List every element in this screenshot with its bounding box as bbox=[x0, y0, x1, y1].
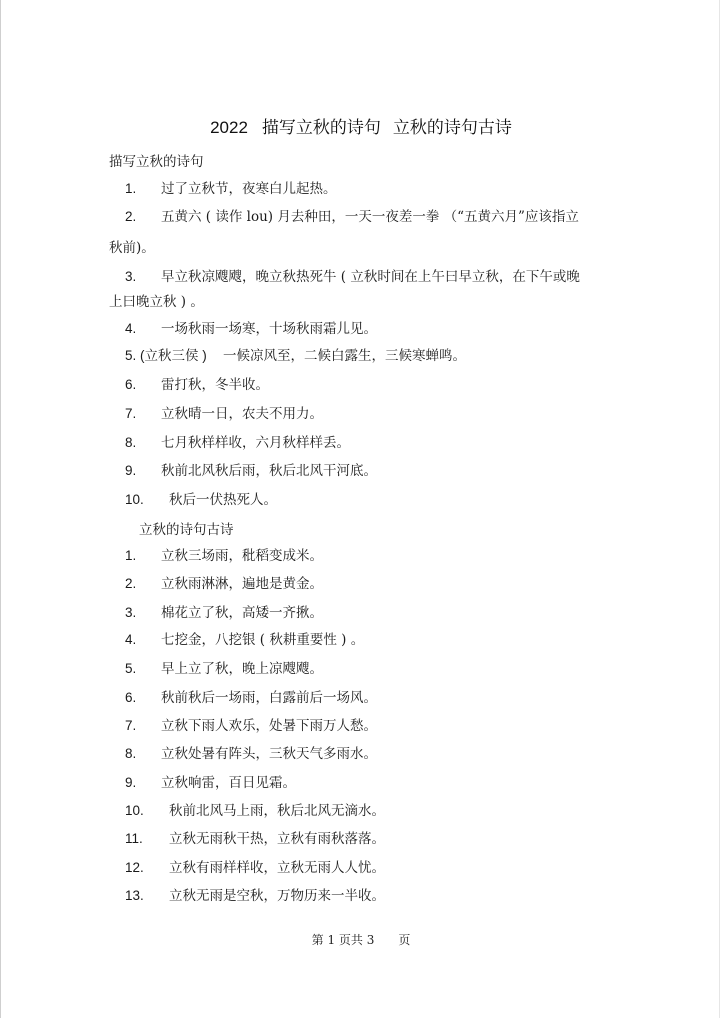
item-number: 8. bbox=[125, 435, 137, 450]
item-text: 秋后一伏热死人。 bbox=[169, 492, 277, 508]
item-text: 立秋响雷，百日见霜。 bbox=[161, 775, 296, 791]
item-text: 秋前北风秋后雨，秋后北风干河底。 bbox=[161, 463, 377, 479]
item-number: 8. bbox=[125, 746, 137, 761]
item-number: 4. bbox=[125, 632, 137, 647]
item-text: 立秋无雨是空秋，万物历来一半收。 bbox=[169, 888, 385, 904]
item-text: 立秋无雨秋干热，立秋有雨秋落落。 bbox=[169, 831, 385, 847]
item-number: 9. bbox=[125, 463, 137, 478]
title-part2: 立秋的诗句古诗 bbox=[392, 118, 512, 138]
item-number: 1. bbox=[125, 548, 137, 563]
item-number: 4. bbox=[125, 321, 137, 336]
item-number: 11. bbox=[125, 831, 143, 846]
item-text: 早上立了秋，晚上凉飕飕。 bbox=[161, 661, 323, 677]
item-number: 6. bbox=[125, 377, 137, 392]
section-heading-1: 描写立秋的诗句 bbox=[109, 154, 204, 170]
item-text: 七挖金，八挖银 ( 秋耕重要性 ) 。 bbox=[161, 632, 365, 648]
item-number: 7. bbox=[125, 406, 137, 421]
item-text: 秋前秋后一场雨，白露前后一场风。 bbox=[161, 690, 377, 706]
title-part1: 描写立秋的诗句 bbox=[261, 118, 381, 138]
item-text: 立秋雨淋淋，遍地是黄金。 bbox=[161, 576, 323, 592]
item-number: 5. (立秋三侯 ) bbox=[125, 348, 207, 363]
item-number: 10. bbox=[125, 492, 144, 507]
title-year: 2022 bbox=[210, 118, 248, 137]
page-title bbox=[1, 113, 720, 138]
item-text: 五黄六 ( 读作 lou) 月去种田，一天一夜差一拳 （“五黄六月”应该指立 bbox=[161, 209, 579, 225]
item-number: 7. bbox=[125, 718, 137, 733]
item-text: 立秋有雨样样收，立秋无雨人人忧。 bbox=[169, 860, 385, 876]
item-text: 雷打秋，冬半收。 bbox=[161, 377, 269, 393]
item-number: 3. bbox=[125, 269, 137, 284]
item-number: 10. bbox=[125, 803, 144, 818]
item-text-continued: 上曰晚立秋 ) 。 bbox=[109, 294, 204, 310]
item-number: 6. bbox=[125, 690, 137, 705]
item-number: 2. bbox=[125, 576, 137, 591]
item-number: 13. bbox=[125, 888, 144, 903]
item-number: 12. bbox=[125, 860, 144, 875]
item-text: 立秋三场雨，秕稻变成米。 bbox=[161, 548, 323, 564]
item-text: 早立秋凉飕飕，晚立秋热死牛 ( 立秋时间在上午曰早立秋，在下午或晚 bbox=[161, 269, 580, 285]
item-text: 七月秋样样收，六月秋样样丢。 bbox=[161, 435, 350, 451]
page-footer: 第 1 页共 3 页 bbox=[311, 933, 411, 947]
item-text: 立秋处暑有阵头，三秋天气多雨水。 bbox=[161, 746, 377, 762]
item-text: 立秋下雨人欢乐，处暑下雨万人愁。 bbox=[161, 718, 377, 734]
item-text-continued: 秋前)。 bbox=[109, 240, 155, 256]
item-number: 5. bbox=[125, 661, 137, 676]
item-text: 一场秋雨一场寒，十场秋雨霜儿见。 bbox=[161, 321, 377, 337]
item-number: 9. bbox=[125, 775, 137, 790]
item-number: 3. bbox=[125, 605, 137, 620]
item-text: 一候凉风至，二候白露生，三候寒蝉鸣。 bbox=[223, 348, 466, 364]
item-text: 立秋晴一日，农夫不用力。 bbox=[161, 406, 323, 422]
item-text: 过了立秋节，夜寒白儿起热。 bbox=[161, 181, 337, 197]
item-number: 1. bbox=[125, 181, 137, 196]
item-text: 秋前北风马上雨，秋后北风无滴水。 bbox=[169, 803, 385, 819]
section-heading-2: 立秋的诗句古诗 bbox=[139, 522, 234, 538]
item-number: 2. bbox=[125, 209, 137, 224]
item-text: 棉花立了秋，高矮一齐揪。 bbox=[161, 605, 323, 621]
